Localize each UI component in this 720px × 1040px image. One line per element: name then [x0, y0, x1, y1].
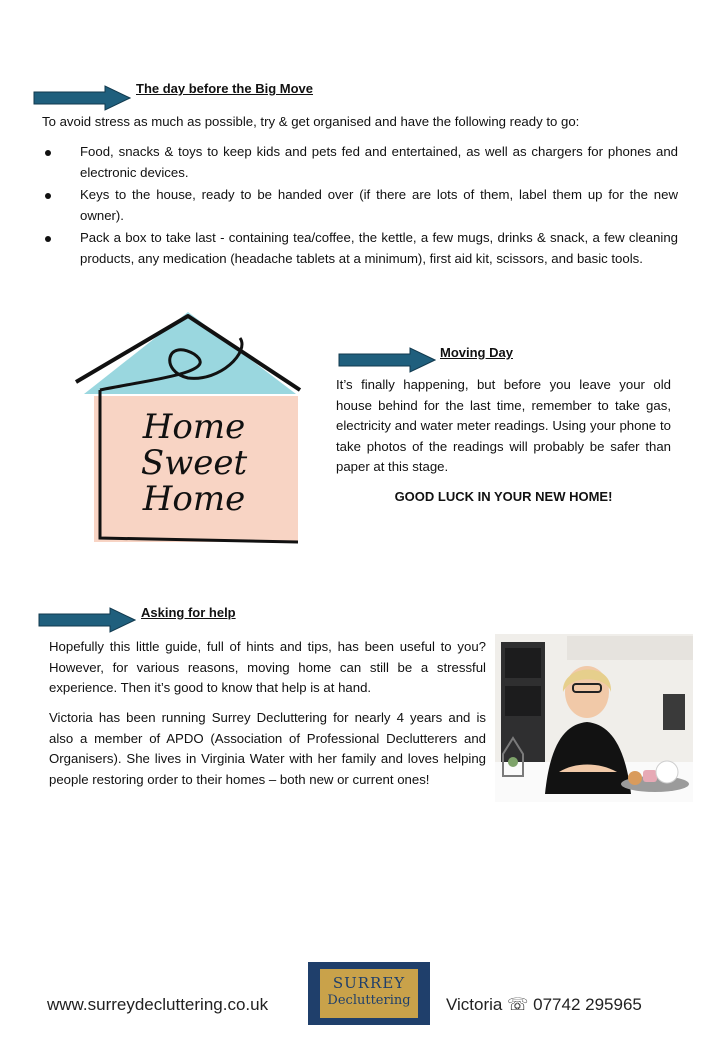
- phone-number[interactable]: 07742 295965: [533, 995, 642, 1014]
- bullet-icon: [45, 236, 51, 242]
- list-item: Keys to the house, ready to be handed over (if there are lots of them, label them up for the new owner).: [42, 185, 678, 226]
- illustration-text: Home: [142, 407, 246, 447]
- list-item: Pack a box to take last - containing tea/coffee, the kettle, a few mugs, drinks & snack, a few cleaning products, any medication (headache tablets at a minimum), first aid kit, scissors, and basic tools.: [42, 228, 678, 269]
- victoria-photo: [495, 634, 693, 802]
- checklist: [42, 142, 678, 272]
- home-sweet-home-illustration: [70, 308, 306, 548]
- section-heading-asking-help: Asking for help: [141, 605, 236, 620]
- moving-day-body: It’s finally happening, but before you leave your old house behind for the last time, remember to take gas, electricity and water meter readings. Using your phone to take photos of the readings will probably be safer than paper at this stage.: [336, 377, 671, 475]
- bullet-icon: [45, 150, 51, 156]
- illustration-text: Sweet: [140, 443, 248, 483]
- bullet-icon: [45, 193, 51, 199]
- logo-line1: SURREY: [332, 974, 406, 992]
- logo-line2: Decluttering: [327, 993, 411, 1008]
- help-paragraph: Hopefully this little guide, full of hints and tips, has been useful to you? However, for various reasons, moving home can still be a stressful experience. Then it’s good to know that help is at hand.: [49, 639, 486, 696]
- list-item: Food, snacks & toys to keep kids and pets fed and entertained, as well as chargers for phones and electronic devices.: [42, 142, 678, 183]
- contact-name: Victoria: [446, 995, 503, 1014]
- phone-icon: ☏: [507, 995, 529, 1014]
- section-intro: To avoid stress as much as possible, try & get organised and have the following ready to go:: [42, 114, 580, 129]
- section-heading-big-move: The day before the Big Move: [136, 81, 313, 96]
- victoria-bio: Victoria has been running Surrey Decluttering for nearly 4 years and is also a member of APDO (Association of Professional Declutterers and Organisers). She lives in Virginia Water with her family and loves helping people restoring order to their homes – both new or current ones!: [49, 710, 486, 787]
- surrey-decluttering-logo: [308, 962, 430, 1025]
- footer-contact: [446, 995, 642, 1015]
- arrow-icon: [338, 347, 436, 373]
- arrow-icon: [38, 607, 136, 633]
- section-heading-moving-day: Moving Day: [440, 345, 513, 360]
- good-luck-message: GOOD LUCK IN YOUR NEW HOME!: [394, 489, 613, 504]
- illustration-text: Home: [142, 479, 246, 519]
- arrow-icon: [33, 85, 131, 111]
- website-link[interactable]: www.surreydecluttering.co.uk: [47, 995, 269, 1014]
